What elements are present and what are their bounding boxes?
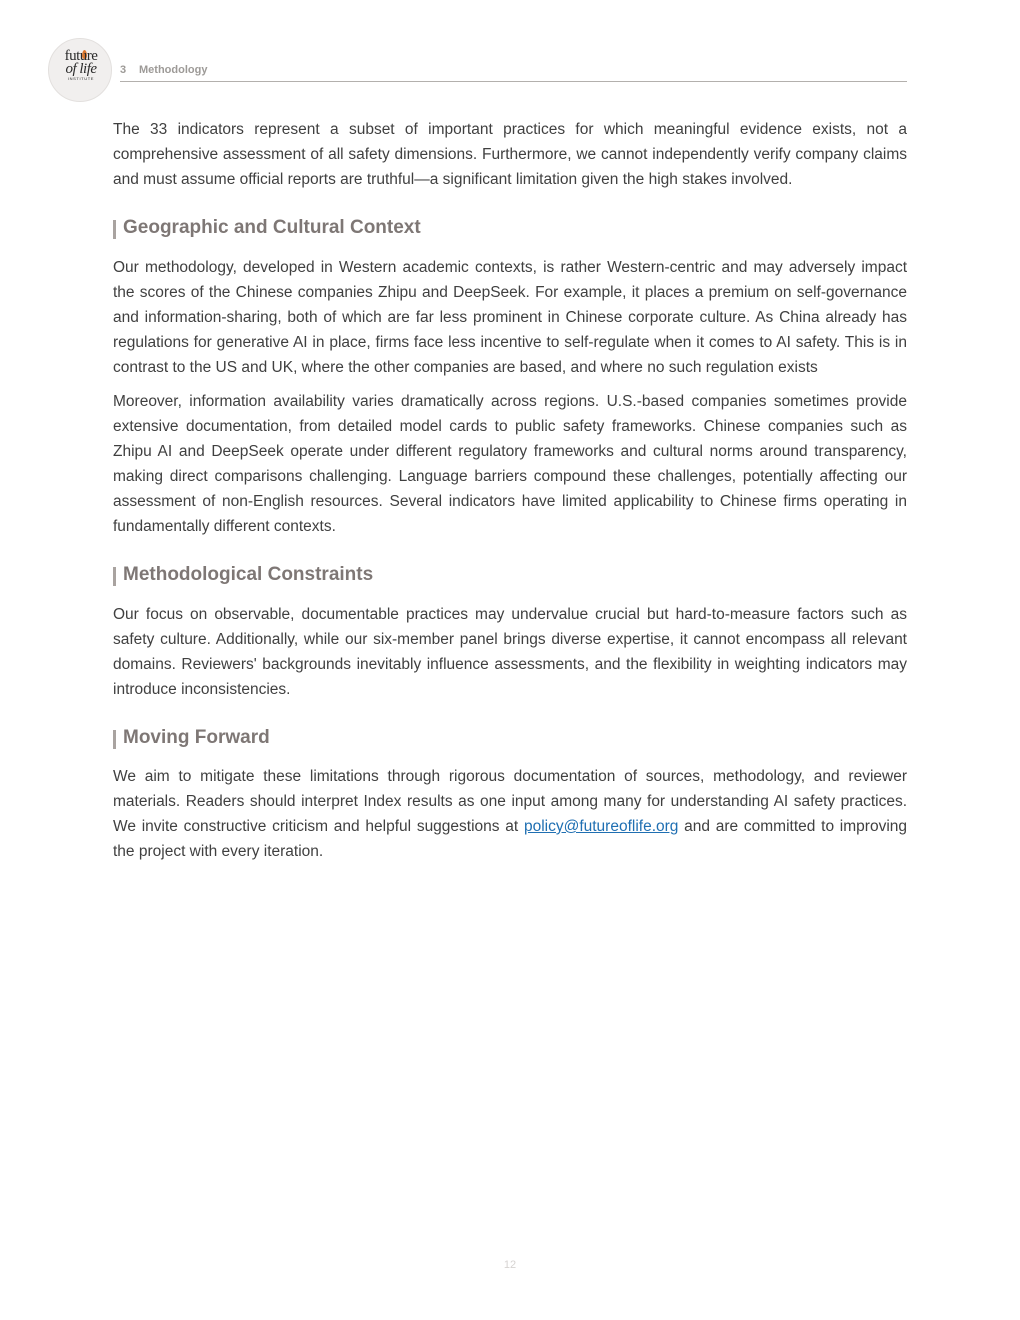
heading-methodological-constraints: Methodological Constraints — [113, 563, 907, 587]
logo-wordmark — [49, 50, 113, 82]
running-header — [120, 63, 907, 82]
forward-text-end: and are committed to improving the project with every iteration. — [113, 818, 907, 860]
geographic-paragraph-1: Our methodology, developed in Western academic contexts, is rather Western-centric and may adversely impact the scores of the Chinese companies Zhipu and DeepSeek. For example, it places a premium on self-governance and information-sharing, both of which are far less prominent in Chinese corporate culture. As China already has regulations for generative AI in place, firms face less incentive to self-regulate when it comes to AI safety. This is in contrast to the US and UK, where the other companies are based, and where no such regulation exists — [113, 259, 907, 376]
geographic-paragraph-2: Moreover, information availability varies dramatically across regions. U.S.-based companies sometimes provide extensive documentation, from detailed model cards to public safety frameworks. Chinese companies such as Zhipu AI and DeepSeek operate under different regulatory frameworks and cultural norms around transparency, making direct comparisons challenging. Language barriers compound these challenges, potentially affecting our assessment of non-English resources. Several indicators have limited applicability to Chinese firms operating in fundamentally different contexts. — [113, 393, 907, 535]
header-section-title: Methodology — [139, 64, 208, 76]
logo-line-of-life: of life — [65, 61, 97, 77]
heading-moving-forward: Moving Forward — [113, 726, 907, 750]
header-section-number: 3 — [120, 64, 127, 76]
forward-paragraph — [113, 764, 907, 864]
logo-line-institute: INSTITUTE — [67, 76, 95, 81]
policy-email-link[interactable]: policy@futureoflife.org — [523, 818, 679, 835]
fli-logo — [48, 38, 112, 102]
forward-text-start: We aim to mitigate these limitations through rigorous documentation of sources, methodology, and reviewer materials. Readers should interpret Index results as one input among many for understanding AI safety practices. We invite constructive criticism and helpful suggestions at — [113, 768, 907, 835]
page-body — [113, 117, 907, 864]
page-number: 12 — [503, 1259, 517, 1271]
intro-paragraph: The 33 indicators represent a subset of important practices for which meaningful evidence exists, not a comprehensive assessment of all safety dimensions. Furthermore, we cannot independently verify company claims and must assume official reports are truthful—a significant limitation given the high stakes involved. — [113, 121, 907, 188]
logo-line-future: future — [64, 48, 98, 64]
heading-geographic-context: Geographic and Cultural Context — [113, 216, 907, 240]
constraints-paragraph: Our focus on observable, documentable practices may undervalue crucial but hard-to-measure factors such as safety culture. Additionally, while our six-member panel brings diverse expertise, it cannot encompass all relevant domains. Reviewers' backgrounds inevitably influence assessments, and the flexibility in weighting indicators may introduce inconsistencies. — [113, 606, 907, 698]
